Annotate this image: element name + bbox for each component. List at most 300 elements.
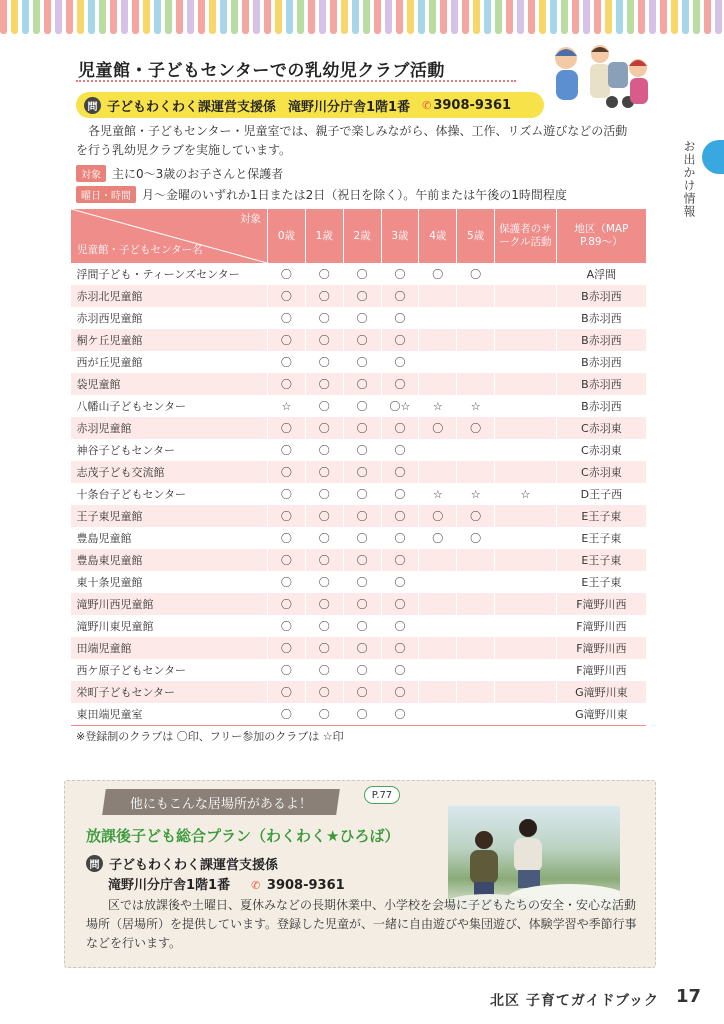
- stripe: [209, 0, 216, 34]
- table-cell: [457, 439, 495, 461]
- district-cell: B赤羽西: [556, 329, 646, 351]
- table-cell: 〇: [381, 593, 419, 615]
- stripe: [528, 0, 535, 34]
- table-cell: [495, 681, 557, 703]
- table-cell: [495, 263, 557, 285]
- facility-name: 滝野川西児童館: [71, 593, 268, 615]
- stripe: [374, 0, 381, 34]
- stripe: [176, 0, 183, 34]
- stripe: [440, 0, 447, 34]
- table-cell: [495, 285, 557, 307]
- table-cell: 〇: [457, 263, 495, 285]
- table-corner-cell: [71, 209, 267, 263]
- section-tab-marker: [702, 140, 724, 174]
- table-cell: 〇: [343, 373, 381, 395]
- table-cell: [495, 571, 557, 593]
- table-cell: 〇: [268, 307, 306, 329]
- table-row: [71, 505, 647, 527]
- table-cell: 〇: [381, 285, 419, 307]
- table-row: [71, 395, 647, 417]
- stripe: [583, 0, 590, 34]
- plan-description: 区では放課後や土曜日、夏休みなどの長期休業中、小学校を会場に子どもたちの安全・安心な活動場所（居場所）を提供しています。登録した児童が、一緒に自由遊びや集団遊び、体験学習や季節行事などを行います。: [86, 898, 637, 950]
- table-cell: 〇: [305, 439, 343, 461]
- facility-name: 豊島東児童館: [71, 549, 268, 571]
- table-cell: 〇: [305, 417, 343, 439]
- stripe: [693, 0, 700, 34]
- facility-name: 赤羽北児童館: [71, 285, 268, 307]
- table-cell: [495, 593, 557, 615]
- table-row: [71, 615, 647, 637]
- district-cell: F滝野川西: [556, 659, 646, 681]
- table-cell: 〇: [381, 659, 419, 681]
- table-cell: 〇: [381, 549, 419, 571]
- table-cell: 〇: [343, 659, 381, 681]
- facility-name: 袋児童館: [71, 373, 268, 395]
- district-cell: F滝野川西: [556, 615, 646, 637]
- stripe: [132, 0, 139, 34]
- district-cell: B赤羽西: [556, 285, 646, 307]
- stripe: [55, 0, 62, 34]
- table-cell: 〇: [305, 549, 343, 571]
- title-underline: [76, 80, 516, 82]
- table-cell: 〇: [268, 483, 306, 505]
- page-number: 17: [676, 986, 702, 1007]
- facility-name: 浮間子ども・ティーンズセンター: [76, 268, 240, 281]
- table-cell: 〇: [268, 637, 306, 659]
- table-header-row: [71, 209, 647, 263]
- stripe: [66, 0, 73, 34]
- stripe: [495, 0, 502, 34]
- table-cell: 〇: [268, 527, 306, 549]
- table-cell: 〇: [343, 637, 381, 659]
- table-row: [71, 307, 647, 329]
- table-cell: 〇: [268, 593, 306, 615]
- table-cell: 〇: [381, 483, 419, 505]
- facility-name: 東十条児童館: [76, 576, 143, 589]
- stripe: [561, 0, 568, 34]
- table-cell: [457, 681, 495, 703]
- table-cell: 〇: [381, 329, 419, 351]
- table-cell: [495, 395, 557, 417]
- table-row: [71, 659, 647, 681]
- plan-contact-org: 子どもわくわく課運営支援係: [109, 858, 279, 873]
- schedule-row: [76, 186, 567, 203]
- facility-name: 赤羽児童館: [71, 417, 268, 439]
- stripe: [473, 0, 480, 34]
- table-cell: 〇: [268, 549, 306, 571]
- table-cell: 〇: [419, 417, 457, 439]
- children-playing-photo: [448, 806, 620, 910]
- plan-phone-icon: ✆: [251, 879, 261, 892]
- stripe: [506, 0, 513, 34]
- table-row: [71, 285, 647, 307]
- table-row: [71, 681, 647, 703]
- stripe: [242, 0, 249, 34]
- stripe: [517, 0, 524, 34]
- contact-bar: [76, 92, 544, 118]
- table-cell: [457, 285, 495, 307]
- stripe: [341, 0, 348, 34]
- table-cell: 〇: [343, 681, 381, 703]
- table-row: [71, 593, 647, 615]
- table-cell: 〇: [381, 373, 419, 395]
- table-cell: 〇: [268, 461, 306, 483]
- table-cell: [457, 329, 495, 351]
- header-age-2: 2歳: [343, 209, 381, 263]
- corner-name-label: 児童館・子どもセンター名: [77, 244, 203, 256]
- stripe: [33, 0, 40, 34]
- stripe: [110, 0, 117, 34]
- facility-name: 八幡山子どもセンター: [76, 400, 187, 413]
- plan-title: 放課後子ども総合プラン（わくわく★ひろば）: [86, 827, 400, 845]
- table-cell: 〇: [343, 461, 381, 483]
- table-cell: 〇: [381, 505, 419, 527]
- stripe: [286, 0, 293, 34]
- table-row: [71, 461, 647, 483]
- table-cell: 〇: [305, 461, 343, 483]
- stripe: [638, 0, 645, 34]
- table-cell: [419, 593, 457, 615]
- club-table: [70, 209, 646, 726]
- table-cell: 〇: [343, 483, 381, 505]
- facility-name: 滝野川東児童館: [76, 620, 154, 633]
- table-cell: ☆: [419, 483, 457, 505]
- table-row: [71, 527, 647, 549]
- facility-name: 豊島児童館: [76, 532, 132, 545]
- plan-inquiry-badge: 問: [86, 855, 103, 872]
- table-cell: 〇: [419, 263, 457, 285]
- table-cell: 〇: [343, 505, 381, 527]
- stripe: [231, 0, 238, 34]
- facility-name: 志茂子ども交流館: [71, 461, 268, 483]
- table-cell: 〇: [381, 681, 419, 703]
- table-cell: [495, 373, 557, 395]
- plan-contact-location: 滝野川分庁舎1階1番: [108, 878, 231, 893]
- table-cell: 〇: [343, 549, 381, 571]
- table-cell: [495, 307, 557, 329]
- table-cell: [457, 637, 495, 659]
- table-cell: [495, 505, 557, 527]
- table-cell: 〇: [305, 483, 343, 505]
- facility-name: 栄町子どもセンター: [71, 681, 268, 703]
- target-row: [76, 165, 283, 182]
- table-cell: 〇: [343, 417, 381, 439]
- page-title: 児童館・子どもセンターでの乳幼児クラブ活動: [78, 61, 445, 81]
- table-cell: ☆: [457, 395, 495, 417]
- stripe: [198, 0, 205, 34]
- table-cell: ☆: [495, 483, 557, 505]
- stripe: [385, 0, 392, 34]
- stripe: [671, 0, 678, 34]
- table-cell: 〇: [343, 593, 381, 615]
- table-cell: 〇: [343, 307, 381, 329]
- stripe: [451, 0, 458, 34]
- header-age-1: 1歳: [305, 209, 343, 263]
- target-tag: 対象: [76, 165, 106, 182]
- table-cell: [419, 439, 457, 461]
- district-cell: A浮間: [556, 263, 646, 285]
- table-cell: 〇: [343, 395, 381, 417]
- table-cell: [457, 703, 495, 725]
- table-cell: 〇☆: [381, 395, 419, 417]
- table-cell: 〇: [457, 527, 495, 549]
- table-row: [71, 439, 647, 461]
- district-cell: B赤羽西: [556, 395, 646, 417]
- intro-paragraph: 各児童館・子どもセンター・児童室では、親子で楽しみながら、体操、工作、リズム遊びなどの活動を行う乳幼児クラブを実施しています。: [76, 124, 628, 157]
- table-cell: 〇: [343, 263, 381, 285]
- inquiry-badge: 問: [84, 97, 101, 114]
- facility-name: 赤羽西児童館: [76, 312, 143, 325]
- table-cell: 〇: [343, 527, 381, 549]
- table-cell: 〇: [268, 505, 306, 527]
- corner-target-label: 対象: [240, 213, 261, 225]
- facility-name: 王子東児童館: [71, 505, 268, 527]
- table-cell: 〇: [343, 329, 381, 351]
- stripe: [143, 0, 150, 34]
- table-cell: [495, 615, 557, 637]
- stripe: [363, 0, 370, 34]
- table-cell: 〇: [381, 527, 419, 549]
- table-cell: [419, 659, 457, 681]
- table-row: [71, 373, 647, 395]
- table-cell: 〇: [381, 439, 419, 461]
- facility-name: 東田端児童室: [71, 703, 268, 725]
- table-cell: 〇: [268, 263, 306, 285]
- header-district: 地区（MAP P.89〜）: [556, 209, 646, 263]
- stripe: [715, 0, 722, 34]
- table-row: [71, 263, 647, 285]
- table-cell: [419, 329, 457, 351]
- header-age-3: 3歳: [381, 209, 419, 263]
- table-cell: 〇: [419, 527, 457, 549]
- stripe: [616, 0, 623, 34]
- table-cell: 〇: [305, 307, 343, 329]
- table-cell: [419, 549, 457, 571]
- stripe: [352, 0, 359, 34]
- table-cell: [419, 461, 457, 483]
- table-cell: 〇: [381, 307, 419, 329]
- table-cell: [495, 351, 557, 373]
- stripe: [88, 0, 95, 34]
- table-cell: 〇: [268, 439, 306, 461]
- stripe: [275, 0, 282, 34]
- district-cell: D王子西: [556, 483, 646, 505]
- table-cell: 〇: [268, 285, 306, 307]
- district-cell: F滝野川西: [556, 637, 646, 659]
- table-cell: 〇: [268, 681, 306, 703]
- table-cell: 〇: [305, 659, 343, 681]
- table-cell: 〇: [305, 373, 343, 395]
- stripe: [407, 0, 414, 34]
- table-cell: [457, 593, 495, 615]
- facility-name: 神谷子どもセンター: [76, 444, 176, 457]
- table-cell: 〇: [381, 263, 419, 285]
- table-cell: [419, 571, 457, 593]
- table-cell: 〇: [381, 461, 419, 483]
- table-cell: [457, 373, 495, 395]
- table-cell: 〇: [268, 329, 306, 351]
- schedule-tag: 曜日・時間: [76, 186, 136, 203]
- plan-contact: [86, 854, 278, 873]
- book-title: 北区 子育てガイドブック: [490, 993, 660, 1009]
- header-parent-circle: 保護者のサークル活動: [495, 209, 557, 263]
- page-reference-badge[interactable]: P.77: [364, 786, 400, 804]
- table-cell: [457, 461, 495, 483]
- table-row: [71, 351, 647, 373]
- table-cell: [457, 307, 495, 329]
- stripe: [605, 0, 612, 34]
- plan-contact-phone[interactable]: 3908-9361: [266, 878, 345, 893]
- table-cell: 〇: [305, 637, 343, 659]
- table-cell: 〇: [305, 351, 343, 373]
- table-cell: 〇: [268, 571, 306, 593]
- header-age-0: 0歳: [268, 209, 306, 263]
- table-cell: 〇: [343, 285, 381, 307]
- stripe: [704, 0, 711, 34]
- table-row: [71, 703, 647, 725]
- facility-name: 田端児童館: [71, 637, 268, 659]
- header-age-4: 4歳: [419, 209, 457, 263]
- stripe: [187, 0, 194, 34]
- table-cell: 〇: [381, 417, 419, 439]
- table-row: [71, 329, 647, 351]
- table-cell: 〇: [305, 703, 343, 725]
- stripe: [220, 0, 227, 34]
- stripe: [0, 0, 7, 34]
- table-cell: 〇: [381, 571, 419, 593]
- family-illustration: [548, 40, 652, 112]
- table-cell: 〇: [381, 703, 419, 725]
- table-cell: [419, 637, 457, 659]
- table-cell: 〇: [419, 505, 457, 527]
- top-stripes: [0, 0, 724, 34]
- table-cell: [457, 549, 495, 571]
- table-cell: 〇: [343, 351, 381, 373]
- table-cell: 〇: [305, 527, 343, 549]
- stripe: [660, 0, 667, 34]
- contact-location: 滝野川分庁舎1階1番: [288, 99, 411, 115]
- stripe: [308, 0, 315, 34]
- phone-icon: ✆: [422, 98, 432, 112]
- table-cell: 〇: [305, 329, 343, 351]
- schedule-text: 月〜金曜のいずれか1日または2日（祝日を除く）。午前または午後の1時間程度: [142, 188, 567, 202]
- contact-phone[interactable]: 3908-9361: [433, 97, 512, 113]
- table-cell: [495, 527, 557, 549]
- stripe: [77, 0, 84, 34]
- table-cell: 〇: [343, 439, 381, 461]
- table-cell: [457, 351, 495, 373]
- table-cell: [457, 615, 495, 637]
- table-cell: 〇: [268, 351, 306, 373]
- table-cell: 〇: [305, 285, 343, 307]
- stripe: [253, 0, 260, 34]
- district-cell: C赤羽東: [556, 461, 646, 483]
- table-row: [71, 549, 647, 571]
- district-cell: E王子東: [556, 571, 646, 593]
- stripe: [44, 0, 51, 34]
- table-cell: [457, 571, 495, 593]
- stripe: [550, 0, 557, 34]
- stripe: [22, 0, 29, 34]
- facility-name: 西が丘児童館: [76, 356, 143, 369]
- table-cell: [495, 549, 557, 571]
- table-cell: [495, 659, 557, 681]
- table-cell: 〇: [457, 505, 495, 527]
- stripe: [297, 0, 304, 34]
- table-cell: 〇: [305, 593, 343, 615]
- target-text: 主に0〜3歳のお子さんと保護者: [112, 167, 284, 181]
- header-age-5: 5歳: [457, 209, 495, 263]
- table-cell: 〇: [343, 571, 381, 593]
- table-cell: [419, 615, 457, 637]
- table-cell: [457, 659, 495, 681]
- table-cell: [495, 439, 557, 461]
- stripe: [396, 0, 403, 34]
- district-cell: E王子東: [556, 527, 646, 549]
- table-cell: [419, 351, 457, 373]
- table-cell: [495, 417, 557, 439]
- table-cell: 〇: [457, 417, 495, 439]
- district-cell: F滝野川西: [556, 593, 646, 615]
- table-cell: [419, 703, 457, 725]
- table-cell: 〇: [381, 615, 419, 637]
- table-row: [71, 417, 647, 439]
- district-cell: B赤羽西: [556, 373, 646, 395]
- table-cell: 〇: [268, 615, 306, 637]
- table-cell: 〇: [381, 351, 419, 373]
- table-cell: 〇: [268, 703, 306, 725]
- table-cell: 〇: [305, 615, 343, 637]
- table-footnote: ※登録制のクラブは 〇印、フリー参加のクラブは ☆印: [76, 730, 344, 743]
- table-cell: 〇: [343, 615, 381, 637]
- stripe: [484, 0, 491, 34]
- stripe: [165, 0, 172, 34]
- table-cell: 〇: [305, 395, 343, 417]
- stripe: [539, 0, 546, 34]
- district-cell: E王子東: [556, 505, 646, 527]
- table-row: [71, 637, 647, 659]
- stripe: [11, 0, 18, 34]
- stripe: [429, 0, 436, 34]
- facility-name: 十条台子どもセンター: [76, 488, 187, 501]
- stripe: [572, 0, 579, 34]
- table-cell: 〇: [305, 505, 343, 527]
- table-cell: [419, 307, 457, 329]
- table-cell: 〇: [305, 571, 343, 593]
- stripe: [121, 0, 128, 34]
- table-cell: 〇: [381, 637, 419, 659]
- district-cell: B赤羽西: [556, 307, 646, 329]
- table-cell: [495, 637, 557, 659]
- stripe: [682, 0, 689, 34]
- district-cell: C赤羽東: [556, 439, 646, 461]
- stripe: [264, 0, 271, 34]
- table-cell: 〇: [305, 263, 343, 285]
- stripe: [154, 0, 161, 34]
- table-cell: 〇: [343, 703, 381, 725]
- facility-name: 西ケ原子どもセンター: [76, 664, 187, 677]
- section-side-label: お出かけ情報: [682, 140, 696, 218]
- table-cell: [495, 461, 557, 483]
- district-cell: G滝野川東: [556, 681, 646, 703]
- table-cell: 〇: [305, 681, 343, 703]
- contact-org: 子どもわくわく課運営支援係: [107, 99, 277, 115]
- stripe: [319, 0, 326, 34]
- district-cell: G滝野川東: [556, 703, 646, 725]
- district-cell: C赤羽東: [556, 417, 646, 439]
- stripe: [594, 0, 601, 34]
- other-places-tab: [102, 789, 340, 815]
